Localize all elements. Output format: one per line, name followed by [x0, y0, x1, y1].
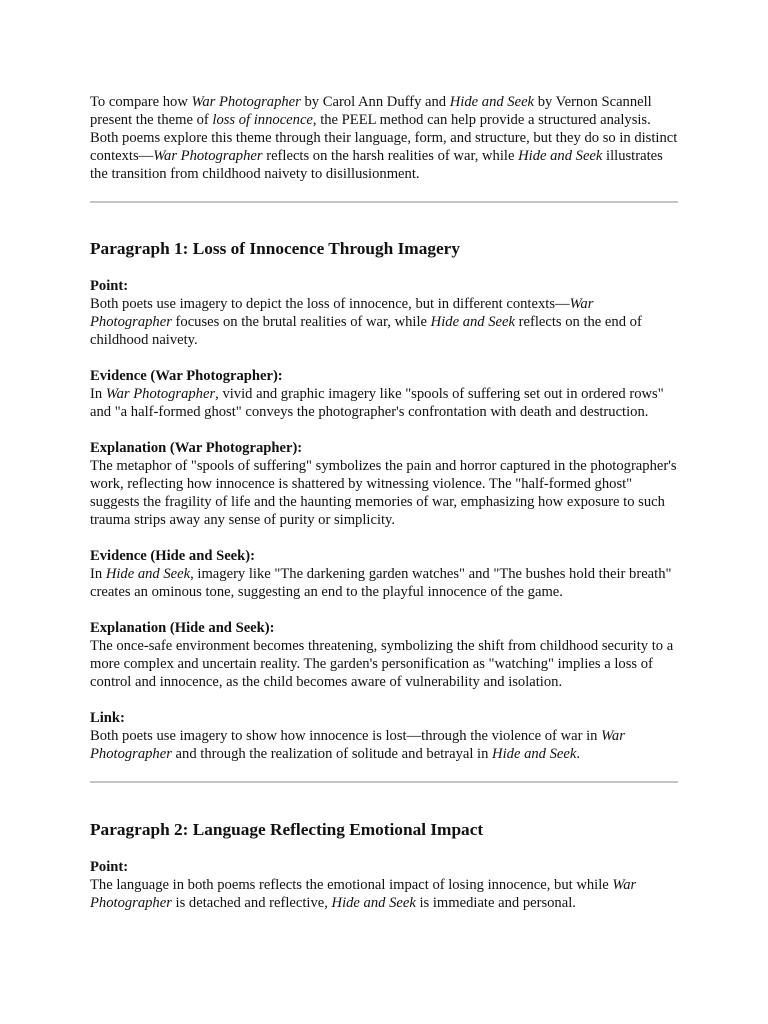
p1-explanation-hs-block	[90, 619, 678, 691]
p1-point-label: Point:	[90, 278, 129, 294]
p1-evidence-hs-block	[90, 547, 678, 601]
p1-explanation-wp-block	[90, 439, 678, 529]
p1-explanation-hs-text: The once-safe environment becomes threatening, symbolizing the shift from childhood security to a more complex and uncertain reality. The garden's personification as "watching" implies a loss of control and innocence, as the child becomes aware of vulnerability and isolation.	[90, 638, 674, 690]
p1-link-block	[90, 709, 678, 763]
poem-title: Hide and Seek	[492, 746, 577, 762]
p1-link-text: Both poets use imagery to show how innocence is lost—through the violence of war in War Photographer and through the realization of solitude and betrayal in Hide and Seek.	[90, 728, 625, 762]
p1-evidence-wp-text: In War Photographer, vivid and graphic imagery like "spools of suffering set out in ordered rows" and "a half-formed ghost" conveys the photographer's confrontation with death and destruction.	[90, 386, 664, 420]
p1-evidence-hs-text: In Hide and Seek, imagery like "The darkening garden watches" and "The bushes hold their breath" creates an ominous tone, suggesting an end to the playful innocence of the game.	[90, 566, 672, 600]
poem-title: War Photographer	[153, 148, 263, 164]
poem-title: War Photographer	[105, 386, 216, 402]
section-divider	[90, 781, 678, 783]
p1-link-label: Link:	[90, 710, 125, 726]
p1-explanation-wp-text: The metaphor of "spools of suffering" symbolizes the pain and horror captured in the photographer's work, reflecting how innocence is shattered by witnessing violence. The "half-formed ghost" suggests the fragility of life and the haunting memories of war, emphasizing how exposure to such trauma strips away any sense of purity or simplicity.	[90, 458, 677, 528]
poem-title: War Photographer	[90, 728, 625, 762]
poem-title: Hide and Seek	[449, 94, 535, 110]
poem-title: Hide and Seek	[430, 314, 515, 330]
document-page	[90, 93, 678, 930]
intro-paragraph: To compare how War Photographer by Carol Ann Duffy and Hide and Seek by Vernon Scannell present the theme of loss of innocence, the PEEL method can help provide a structured analysis. Both poems explore this theme through their language, form, and structure, but they do so in distinct contexts—War Photographer reflects on the harsh realities of war, while Hide and Seek illustrates the transition from childhood naivety to disillusionment.	[90, 94, 678, 182]
p2-point-block	[90, 858, 678, 912]
p1-explanation-hs-label: Explanation (Hide and Seek):	[90, 620, 275, 636]
poem-title: War Photographer	[90, 877, 637, 911]
paragraph2-heading: Paragraph 2: Language Reflecting Emotional Impact	[90, 820, 484, 839]
poem-title: War Photographer	[191, 94, 301, 110]
p1-point-block	[90, 277, 678, 349]
p1-evidence-hs-label: Evidence (Hide and Seek):	[90, 548, 255, 564]
p2-point-text: The language in both poems reflects the emotional impact of losing innocence, but while War Photographer is detached and reflective, Hide and Seek is immediate and personal.	[90, 877, 637, 911]
p1-evidence-wp-block	[90, 367, 678, 421]
p1-explanation-wp-label: Explanation (War Photographer):	[90, 440, 303, 456]
p1-evidence-wp-label: Evidence (War Photographer):	[90, 368, 283, 384]
p1-point-text: Both poets use imagery to depict the loss of innocence, but in different contexts—War Photographer focuses on the brutal realities of war, while Hide and Seek reflects on the end of childhood naivety.	[90, 296, 642, 348]
poem-title: Hide and Seek	[518, 148, 603, 164]
poem-title: loss of innocence	[212, 112, 313, 128]
section-divider	[90, 201, 678, 203]
poem-title: Hide and Seek	[105, 566, 191, 582]
paragraph1-heading: Paragraph 1: Loss of Innocence Through Imagery	[90, 239, 460, 258]
p2-point-label: Point:	[90, 859, 129, 875]
poem-title: War Photographer	[90, 296, 594, 330]
poem-title: Hide and Seek	[331, 895, 416, 911]
